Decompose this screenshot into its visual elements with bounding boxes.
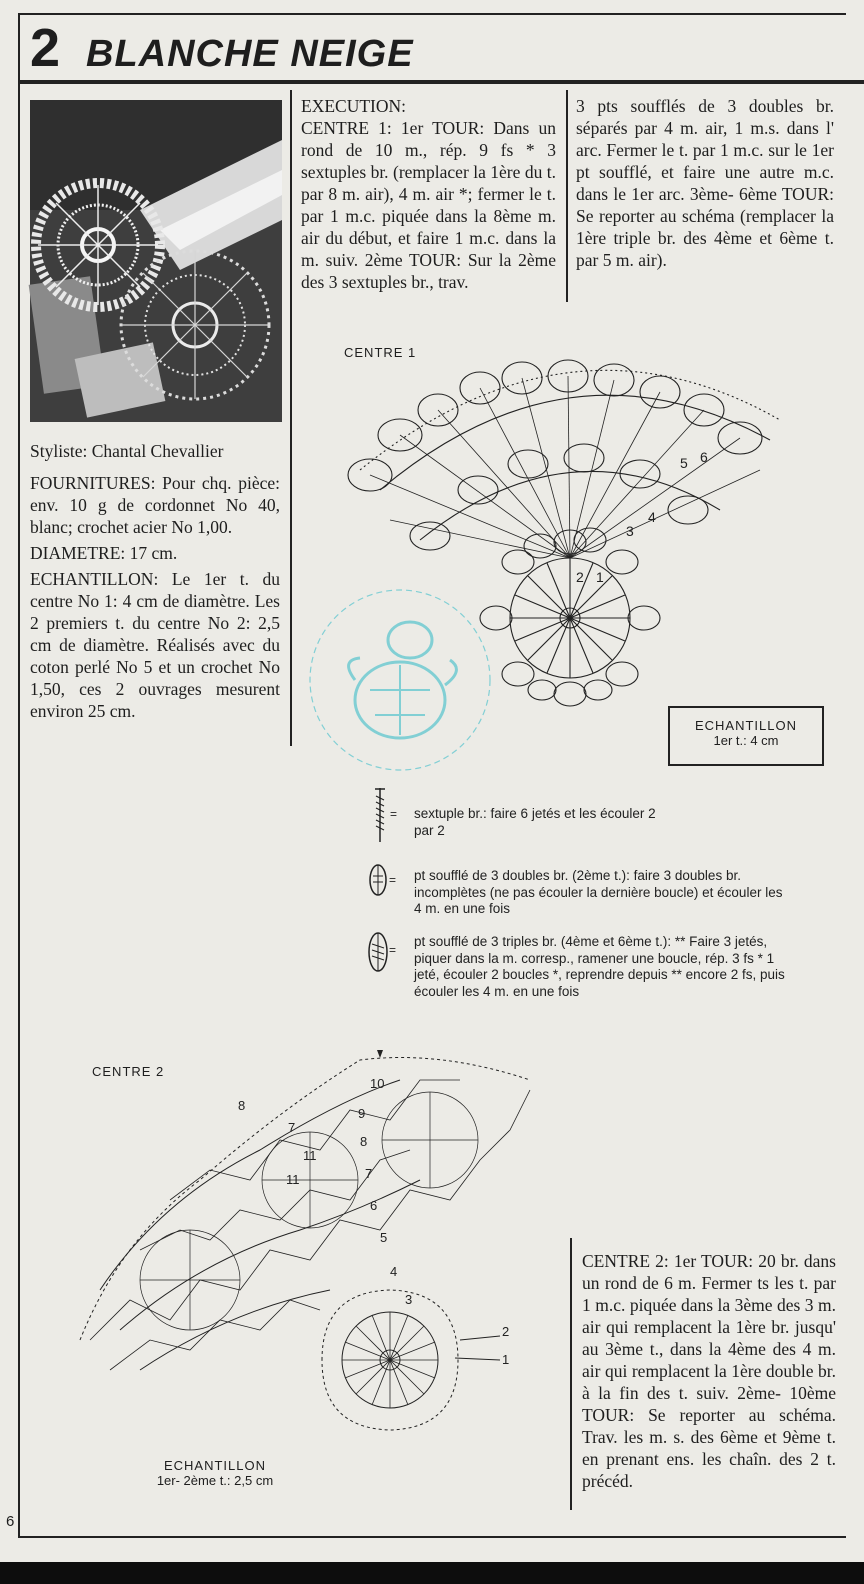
centre2-sample-title: ECHANTILLON — [163, 1458, 267, 1473]
centre2-round-6: 6 — [370, 1198, 378, 1213]
column-rule-left — [290, 90, 292, 746]
centre2-round-7b: 7 — [288, 1120, 296, 1135]
puff-double-icon — [366, 862, 400, 898]
centre2-round-10: 10 — [370, 1076, 385, 1091]
svg-text:=: = — [389, 943, 397, 957]
page-bottom-edge — [0, 1562, 864, 1584]
centre2-label: CENTRE 2 — [92, 1064, 165, 1079]
centre2-round-5: 5 — [380, 1230, 388, 1245]
centre1-diagram — [300, 340, 840, 760]
centre1-sample-size: 1er t.: 4 cm — [713, 733, 779, 748]
svg-text:=: = — [389, 873, 397, 887]
centre2-round-3: 3 — [405, 1292, 413, 1307]
centre1-sample-box — [668, 706, 824, 766]
execution-column-1 — [301, 95, 556, 293]
diameter-text: DIAMETRE: 17 cm. — [30, 543, 178, 563]
centre2-sample — [100, 1458, 330, 1488]
doily-photo-illustration — [30, 100, 282, 422]
product-photo — [30, 100, 282, 422]
centre1-round-5: 5 — [680, 455, 688, 471]
centre2-round-2: 2 — [502, 1324, 510, 1339]
materials-text: FOURNITURES: Pour chq. pièce: env. 10 g de cordonnet No 40, blanc; crochet acier No 1,00. — [30, 473, 280, 537]
column-rule-mid — [566, 90, 568, 302]
intro-column — [30, 440, 280, 726]
centre1-round-2: 2 — [576, 569, 584, 585]
execution-heading: EXECUTION: — [301, 96, 406, 116]
page-frame-top — [18, 13, 846, 15]
stylist-credit: Styliste: Chantal Chevallier — [30, 441, 224, 461]
legend-sextuple-text: sextuple br.: faire 6 jetés et les écouler 2 par 2 — [414, 806, 656, 838]
page-frame-left — [18, 13, 20, 1538]
centre2-round-9: 9 — [358, 1106, 366, 1121]
centre2-instructions: CENTRE 2: 1er TOUR: 20 br. dans un rond de 6 m. Fermer ts les t. par 1 m.c. piquée dans la 3ème des 3 m. air qui remplacent la 1ère br. jusqu' au 3ème t., dans la 4ème des 4 m. air qui remplacent la 1ère double br. à la fin des t. suiv. 2ème- 10ème TOUR: Se reporter au schéma. Trav. les m. s. des 6ème et 9ème t. en prenant ens. les chaîn. des 2 t. précéd. — [582, 1251, 836, 1491]
centre1-round-1: 1 — [596, 569, 604, 585]
puff-triple-icon — [366, 930, 400, 974]
svg-text:=: = — [390, 807, 398, 821]
execution-text-2: 3 pts soufflés de 3 doubles br. séparés par 4 m. air, 1 m.s. dans l' arc. Fermer le t. par 1 m.c. sur le 1er pt soufflé, et faire une autre m.c. dans le 1er arc. 3ème- 6ème TOUR: Se reporter au schéma (remplacer la 1ère triple br. des 4ème et 6ème t. par 5 m. air). — [576, 96, 834, 270]
centre2-round-1: 1 — [502, 1352, 510, 1367]
page-title: BLANCHE NEIGE — [86, 33, 414, 75]
centre1-sample-title: ECHANTILLON — [694, 718, 798, 733]
pattern-number: 2 — [30, 18, 61, 78]
centre2-round-8b: 8 — [238, 1098, 246, 1113]
page-number: 6 — [6, 1513, 15, 1530]
legend-puff-double-text: pt soufflé de 3 doubles br. (2ème t.): faire 3 doubles br. incomplètes (ne pas écouler la dernière boucle) et écouler les 4 m. en une fois — [414, 868, 783, 916]
centre2-round-8a: 8 — [360, 1134, 368, 1149]
centre2-round-4: 4 — [390, 1264, 398, 1279]
centre1-round-4: 4 — [648, 509, 656, 525]
centre2-round-11a: 11 — [303, 1148, 317, 1163]
centre1-label: CENTRE 1 — [344, 345, 417, 360]
execution-column-2 — [576, 95, 834, 271]
centre1-round-6: 6 — [700, 449, 708, 465]
page-frame-bottom — [18, 1536, 846, 1538]
execution-text-1: CENTRE 1: 1er TOUR: Dans un rond de 10 m., rép. 9 fs * 3 sextuples br. (remplacer la 1ère du t. par 8 m. air), 4 m. air *; fermer le t. par 1 m.c. piquée dans la 8ème m. air du début, et faire 1 m.c. dans la m. suiv. 2ème TOUR: Sur la 2ème des 3 sextuples br., trav. — [301, 118, 556, 292]
centre1-round-3: 3 — [626, 523, 634, 539]
centre2-round-7a: 7 — [365, 1166, 373, 1181]
centre2-sample-size: 1er- 2ème t.: 2,5 cm — [156, 1473, 274, 1488]
column-rule-bottom — [570, 1238, 572, 1510]
gauge-text: ECHANTILLON: Le 1er t. du centre No 1: 4 cm de diamètre. Les 2 premiers t. du centre No 2: 2,5 cm de diamètre. Réalisés avec du coton perlé No 5 et un crochet No 1,50, ces 2 ouvrages mesurent environ 25 cm. — [30, 569, 280, 721]
centre2-round-11b: 11 — [286, 1172, 300, 1187]
title-rule — [18, 80, 864, 84]
sextuple-stitch-icon — [370, 786, 398, 844]
legend-puff-triple-text: pt soufflé de 3 triples br. (4ème et 6ème t.): ** Faire 3 jetés, piquer dans la m. corresp., ramener une boucle, rép. 3 fs * 1 jeté, écouler 2 boucles *, reprendre depuis ** encore 2 fs, puis écouler les 4 m. en une fois — [414, 934, 785, 999]
turtle-stamp — [310, 590, 490, 770]
centre2-diagram — [60, 1040, 570, 1440]
